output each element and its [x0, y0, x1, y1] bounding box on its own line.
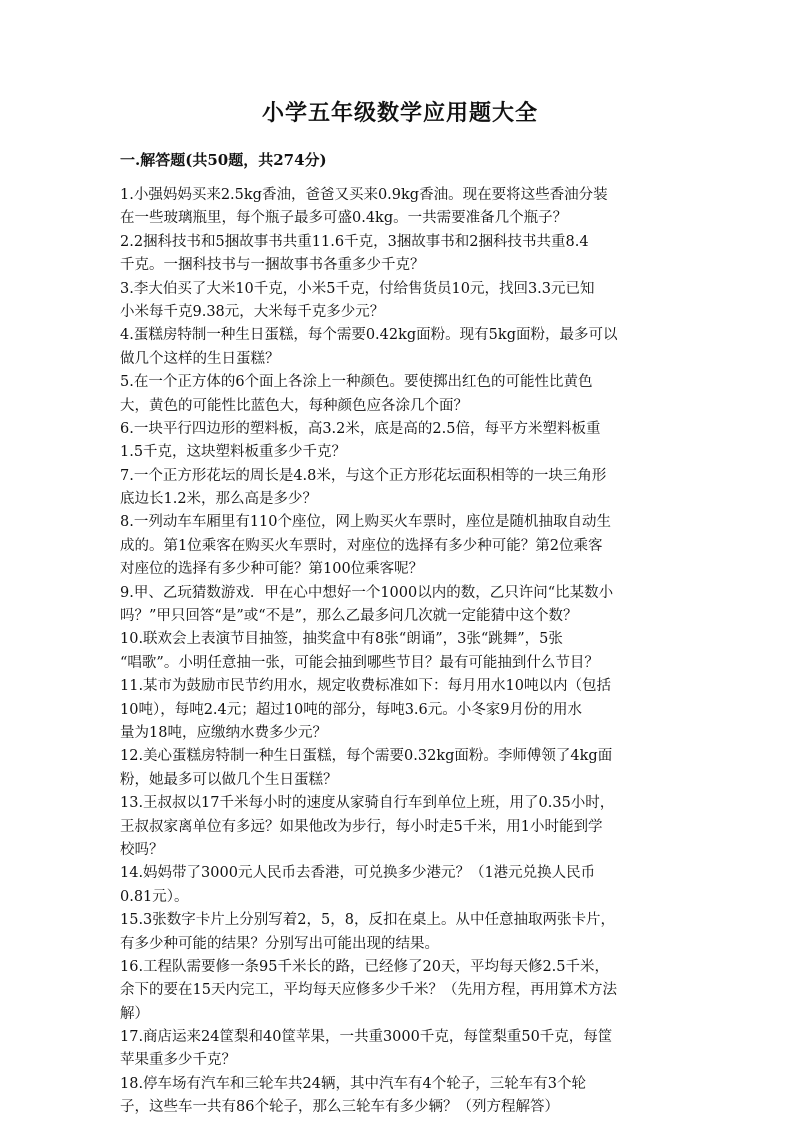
- question-item: [120, 956, 685, 1026]
- question-text-line: 12.美心蛋糕房特制一种生日蛋糕，每个需要0.32kg面粉。李师傅领了4kg面: [120, 748, 613, 765]
- question-text-line: 5.在一个正方体的6个面上各涂上一种颜色。要使掷出红色的可能性比黄色: [120, 374, 593, 391]
- question-item: [120, 511, 685, 581]
- question-item: [120, 324, 685, 371]
- question-text-line: 校吗？: [120, 841, 164, 858]
- question-list: [120, 184, 685, 1120]
- question-text-line: 10.联欢会上表演节目抽签，抽奖盒中有8张“朗诵”，3张“跳舞”，5张: [120, 631, 563, 648]
- question-text-line: 量为18吨，应缴纳水费多少元？: [120, 724, 327, 741]
- question-text-line: 0.81元）。: [120, 888, 189, 905]
- question-text-line: 大，黄色的可能性比蓝色大，每种颜色应各涂几个面？: [120, 397, 468, 414]
- question-text-line: 解）: [120, 1005, 149, 1022]
- question-item: [120, 745, 685, 792]
- question-item: [120, 582, 685, 629]
- question-text-line: 13.王叔叔以17千米每小时的速度从家骑自行车到单位上班，用了0.35小时，: [120, 795, 615, 812]
- question-text-line: 王叔叔家离单位有多远？如果他改为步行，每小时走5千米，用1小时能到学: [120, 818, 603, 835]
- question-text-line: 18.停车场有汽车和三轮车共24辆，其中汽车有4个轮子，三轮车有3个轮: [120, 1075, 586, 1092]
- question-item: [120, 184, 685, 231]
- question-text-line: 子，这些车一共有86个轮子，那么三轮车有多少辆？（列方程解答）: [120, 1099, 559, 1116]
- question-item: [120, 862, 685, 909]
- question-text-line: 做几个这样的生日蛋糕？: [120, 350, 280, 367]
- question-text-line: 9.甲、乙玩猜数游戏．甲在心中想好一个1000以内的数，乙只许问“比某数小: [120, 584, 614, 601]
- question-text-line: 1.5千克，这块塑料板重多少千克？: [120, 444, 347, 461]
- question-text-line: 1.小强妈妈买来2.5kg香油，爸爸又买来0.9kg香油。现在要将这些香油分装: [120, 187, 608, 203]
- question-text-line: 4.蛋糕房特制一种生日蛋糕，每个需要0.42kg面粉。现有5kg面粉，最多可以: [120, 327, 618, 344]
- question-text-line: 16.工程队需要修一条95千米长的路，已经修了20天，平均每天修2.5千米，: [120, 958, 610, 975]
- question-text-line: 3.李大伯买了大米10千克，小米5千克，付给售货员10元，找回3.3元已知: [120, 280, 595, 297]
- question-text-line: 2.2捆科技书和5捆故事书共重11.6千克，3捆故事书和2捆科技书共重8.4: [120, 233, 589, 250]
- question-item: [120, 1026, 685, 1073]
- question-text-line: 余下的要在15天内完工，平均每天应修多少千米？（先用方程，再用算术方法: [120, 982, 617, 999]
- question-item: [120, 675, 685, 745]
- section-heading: 一.解答题(共50题，共274分): [120, 151, 327, 169]
- question-item: [120, 278, 685, 325]
- question-text-line: 15.3张数字卡片上分别写着2，5，8，反扣在桌上。从中任意抽取两张卡片，: [120, 912, 615, 929]
- question-item: [120, 628, 685, 675]
- question-item: [120, 909, 685, 956]
- question-text-line: 7.一个正方形花坛的周长是4.8米，与这个正方形花坛面积相等的一块三角形: [120, 467, 607, 484]
- question-item: [120, 418, 685, 465]
- question-item: [120, 231, 685, 278]
- question-text-line: 8.一列动车车厢里有110个座位，网上购买火车票时，座位是随机抽取自动生: [120, 514, 612, 531]
- question-text-line: 千克。一捆科技书与一捆故事书各重多少千克？: [120, 257, 425, 274]
- question-text-line: 在一些玻璃瓶里，每个瓶子最多可盛0.4kg。一共需要准备几个瓶子？: [120, 210, 568, 227]
- question-text-line: “唱歌”。小明任意抽一张，可能会抽到哪些节目？最有可能抽到什么节目？: [120, 654, 599, 671]
- question-text-line: 吗？”甲只回答“是”或“不是”，那么乙最多问几次就一定能猜中这个数？: [120, 608, 578, 625]
- question-text-line: 10吨），每吨2.4元；超过10吨的部分，每吨3.6元。小冬家9月份的用水: [120, 701, 582, 718]
- question-text-line: 14.妈妈带了3000元人民币去香港，可兑换多少港元？（1港元兑换人民币: [120, 865, 596, 882]
- question-text-line: 17.商店运来24筐梨和40筐苹果，一共重3000千克，每筐梨重50千克，每筐: [120, 1029, 613, 1046]
- question-item: [120, 792, 685, 862]
- question-text-line: 6.一块平行四边形的塑料板，高3.2米，底是高的2.5倍，每平方米塑料板重: [120, 420, 601, 437]
- question-text-line: 底边长1.2米，那么高是多少？: [120, 491, 318, 508]
- page-title: 小学五年级数学应用题大全: [261, 100, 538, 126]
- question-text-line: 粉，她最多可以做几个生日蛋糕？: [120, 771, 338, 788]
- question-item: [120, 371, 685, 418]
- question-text-line: 小米每千克9.38元，大米每千克多少元？: [120, 303, 385, 320]
- question-item: [120, 1073, 685, 1120]
- question-text-line: 有多少种可能的结果？分别写出可能出现的结果。: [120, 935, 439, 952]
- question-item: [120, 465, 685, 512]
- question-text-line: 11.某市为鼓励市民节约用水，规定收费标准如下：每月用水10吨以内（包括: [120, 678, 612, 695]
- question-text-line: 对座位的选择有多少种可能？第100位乘客呢？: [120, 561, 424, 578]
- question-text-line: 成的。第1位乘客在购买火车票时，对座位的选择有多少种可能？第2位乘客: [120, 537, 603, 554]
- question-text-line: 苹果重多少千克？: [120, 1052, 236, 1069]
